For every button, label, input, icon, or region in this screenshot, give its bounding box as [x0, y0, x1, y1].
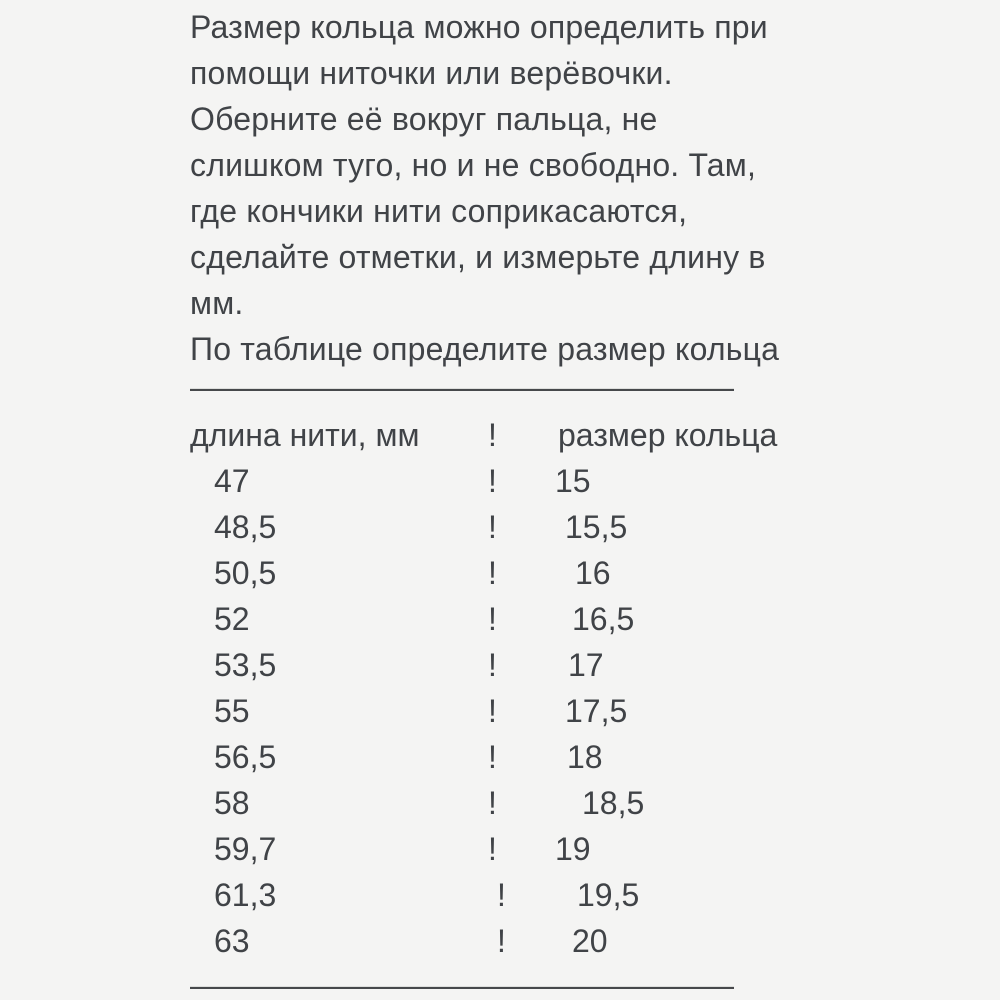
- column-separator: !: [488, 601, 497, 637]
- thread-length-value: 48,5: [214, 509, 277, 545]
- table-header-row: [190, 412, 810, 458]
- ring-size-value: 15: [555, 463, 591, 499]
- divider-bottom: —————————————————: [190, 970, 734, 1000]
- thread-length-header: длина нити, мм: [190, 417, 420, 453]
- thread-length-value: 59,7: [214, 831, 277, 867]
- column-separator: !: [488, 785, 497, 821]
- intro-line: Размер кольца можно определить при: [190, 9, 768, 45]
- column-separator: !: [488, 831, 497, 867]
- ring-size-header: размер кольца: [558, 417, 778, 453]
- ring-size-value: 17: [568, 647, 604, 683]
- intro-line: По таблице определите размер кольца: [190, 331, 780, 367]
- ring-size-value: 17,5: [565, 693, 628, 729]
- column-separator: !: [497, 877, 506, 913]
- thread-length-value: 61,3: [214, 877, 277, 913]
- thread-length-value: 47: [214, 463, 250, 499]
- column-separator: !: [488, 555, 497, 591]
- table-row: [190, 642, 810, 688]
- column-separator: !: [497, 923, 506, 959]
- column-separator: !: [488, 647, 497, 683]
- ring-size-value: 20: [572, 923, 608, 959]
- column-separator: !: [488, 509, 497, 545]
- table-row: [190, 458, 810, 504]
- table-row: [190, 550, 810, 596]
- ring-size-value: 18,5: [582, 785, 645, 821]
- column-separator: !: [488, 463, 497, 499]
- thread-length-value: 58: [214, 785, 250, 821]
- column-separator: !: [488, 417, 497, 453]
- table-row: [190, 918, 810, 964]
- table-row: [190, 734, 810, 780]
- table-row: [190, 826, 810, 872]
- table-row: [190, 872, 810, 918]
- thread-length-value: 52: [214, 601, 250, 637]
- ring-size-note: [190, 4, 810, 1000]
- column-separator: !: [488, 693, 497, 729]
- ring-size-table: [190, 412, 810, 964]
- divider-top: —————————————————: [190, 372, 734, 402]
- intro-line: сделайте отметки, и измерьте длину в: [190, 239, 766, 275]
- ring-size-value: 16: [575, 555, 611, 591]
- ring-size-value: 16,5: [572, 601, 635, 637]
- table-row: [190, 780, 810, 826]
- intro-paragraph: [190, 4, 810, 372]
- intro-line: помощи ниточки или верёвочки.: [190, 55, 673, 91]
- table-row: [190, 504, 810, 550]
- intro-line: слишком туго, но и не свободно. Там,: [190, 147, 757, 183]
- table-row: [190, 688, 810, 734]
- ring-size-value: 18: [567, 739, 603, 775]
- thread-length-value: 56,5: [214, 739, 277, 775]
- intro-line: мм.: [190, 285, 244, 321]
- ring-size-value: 15,5: [565, 509, 628, 545]
- thread-length-value: 50,5: [214, 555, 277, 591]
- ring-size-value: 19,5: [577, 877, 640, 913]
- intro-line: где кончики нити соприкасаются,: [190, 193, 688, 229]
- thread-length-value: 53,5: [214, 647, 277, 683]
- column-separator: !: [488, 739, 497, 775]
- ring-size-value: 19: [555, 831, 591, 867]
- table-row: [190, 596, 810, 642]
- intro-line: Оберните её вокруг пальца, не: [190, 101, 658, 137]
- thread-length-value: 55: [214, 693, 250, 729]
- thread-length-value: 63: [214, 923, 250, 959]
